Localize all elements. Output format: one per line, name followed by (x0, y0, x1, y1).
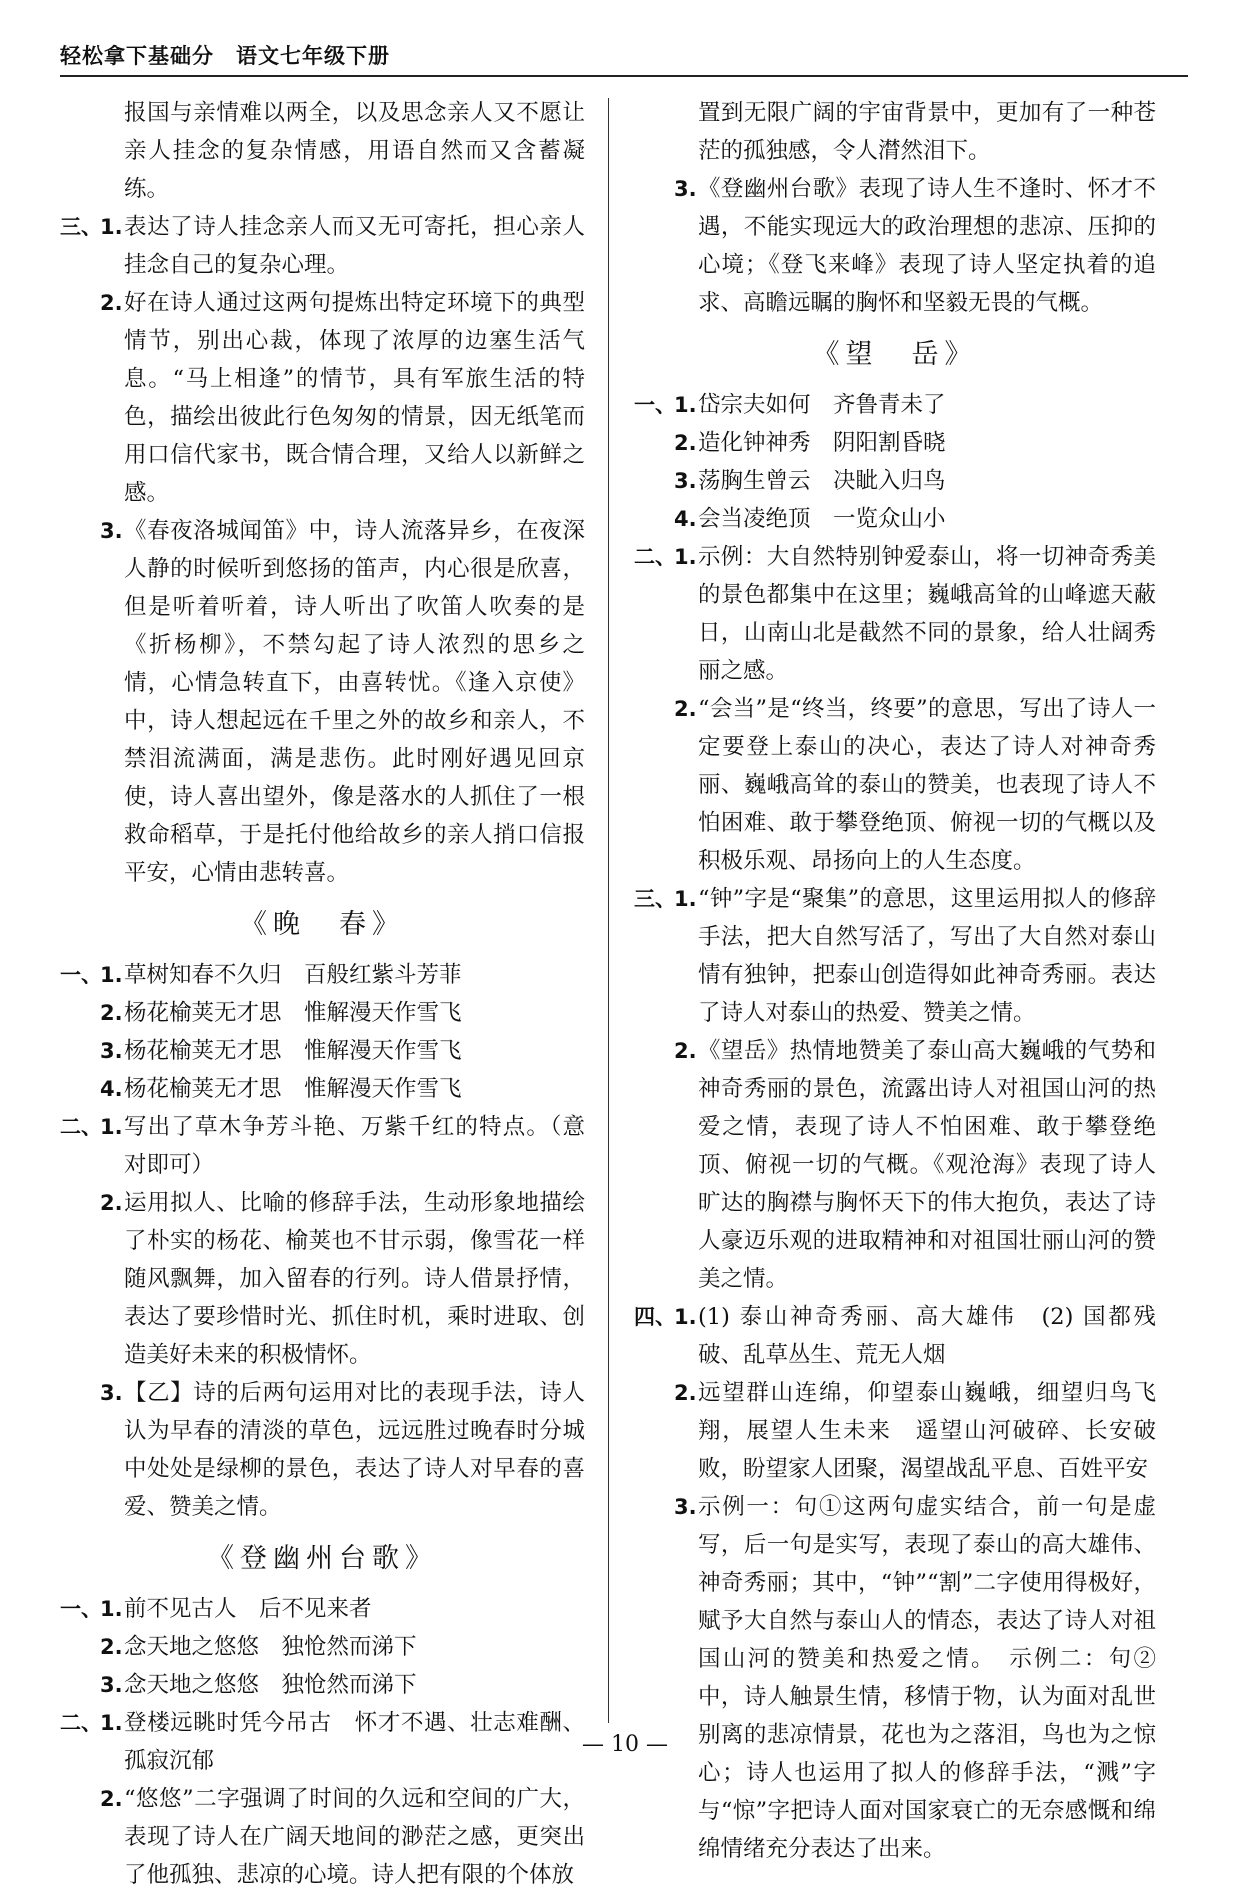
answer-item (60, 1374, 585, 1526)
answer-item (634, 386, 1156, 424)
answer-item (60, 1590, 585, 1628)
section-label: 三、 (60, 215, 102, 239)
item-number: 3. (100, 1673, 123, 1697)
item-number: 1. (674, 1305, 697, 1329)
item-number: 4. (100, 1077, 123, 1101)
running-header (60, 40, 390, 70)
answer-item (634, 1488, 1156, 1868)
answer-item (634, 690, 1156, 880)
answer-item (60, 1628, 585, 1666)
answer-text: “会当”是“终当，终要”的意思，写出了诗人一定要登上泰山的决心，表达了诗人对神奇秀丽、巍峨高耸的泰山的赞美，也表现了诗人不怕困难、敢于攀登绝顶、俯视一切的气概以及积极乐观、昂扬向上的人生态度。 (698, 696, 1156, 874)
right-column (634, 94, 1156, 1868)
item-number: 1. (100, 1711, 123, 1735)
item-number: 2. (100, 291, 123, 315)
section-label: 一、 (634, 393, 676, 417)
answer-item (60, 956, 585, 994)
answer-text: 杨花榆荚无才思 惟解漫天作雪飞 (124, 1038, 462, 1064)
answer-item (634, 1032, 1156, 1298)
item-number: 3. (100, 1381, 123, 1405)
answer-text: 写出了草木争芳斗艳、万紫千红的特点。（意对即可） (124, 1114, 585, 1178)
item-number: 2. (100, 1635, 123, 1659)
item-number: 2. (100, 1787, 123, 1811)
answer-item (60, 284, 585, 512)
answer-text: 表达了诗人挂念亲人而又无可寄托，担心亲人挂念自己的复杂心理。 (124, 214, 585, 278)
answer-item (60, 1184, 585, 1374)
answer-text: 《望岳》热情地赞美了泰山高大巍峨的气势和神奇秀丽的景色，流露出诗人对祖国山河的热爱之情，表现了诗人不怕困难、敢于攀登绝顶、俯视一切的气概。《观沧海》表现了诗人旷达的胸襟与胸怀天下的伟大抱负，表达了诗人豪迈乐观的进取精神和对祖国壮丽山河的赞美之情。 (698, 1038, 1156, 1292)
answer-text: 荡胸生曾云 决眦入归鸟 (698, 468, 946, 494)
item-number: 3. (674, 177, 697, 201)
answer-item (634, 462, 1156, 500)
continued-answer: 报国与亲情难以两全，以及思念亲人又不愿让亲人挂念的复杂情感，用语自然而又含蓄凝练。 (124, 100, 585, 202)
answer-item (634, 170, 1156, 322)
answer-text: 草树知春不久归 百般红紫斗芳菲 (124, 962, 462, 988)
item-number: 2. (674, 697, 697, 721)
column-divider (608, 98, 609, 1723)
answer-text: 会当凌绝顶 一览众山小 (698, 506, 946, 532)
item-number: 2. (674, 1381, 697, 1405)
answer-text: 造化钟神秀 阴阳割昏晓 (698, 430, 946, 456)
left-column (60, 94, 585, 1894)
subject-title: 语文七年级下册 (236, 44, 390, 68)
section-label: 四、 (634, 1305, 676, 1329)
answer-text: 《春夜洛城闻笛》中，诗人流落异乡，在夜深人静的时候听到悠扬的笛声，内心很是欣喜，但是听着听着，诗人听出了吹笛人吹奏的是《折杨柳》，不禁勾起了诗人浓烈的思乡之情，心情急转直下，由喜转忧。《逢入京使》中，诗人想起远在千里之外的故乡和亲人，不禁泪流满面，满是悲伤。此时刚好遇见回京使，诗人喜出望外，像是落水的人抓住了一根救命稻草，于是托付他给故乡的亲人捎口信报平安，心情由悲转喜。 (124, 518, 585, 886)
item-number: 1. (100, 1597, 123, 1621)
item-number: 1. (100, 963, 123, 987)
item-number: 3. (674, 469, 697, 493)
item-number: 1. (100, 1115, 123, 1139)
item-number: 1. (674, 887, 697, 911)
item-number: 3. (100, 519, 123, 543)
poem-title: 《望 岳》 (812, 339, 978, 370)
poem-title: 《登幽州台歌》 (207, 1543, 438, 1574)
item-number: 2. (100, 1191, 123, 1215)
section-label: 二、 (60, 1711, 102, 1735)
answer-item (634, 1374, 1156, 1488)
answer-item (60, 1108, 585, 1184)
item-number: 1. (674, 545, 697, 569)
answer-item (60, 1666, 585, 1704)
continued-answer: 置到无限广阔的宇宙背景中，更加有了一种苍茫的孤独感，令人潸然泪下。 (698, 100, 1156, 164)
poem-title: 《晚 春》 (240, 909, 405, 940)
item-number: 1. (100, 215, 123, 239)
answer-item (60, 208, 585, 284)
answer-text: 登楼远眺时凭今吊古 怀才不遇、壮志难酬、孤寂沉郁 (124, 1710, 585, 1774)
answer-item (634, 538, 1156, 690)
answer-text: 杨花榆荚无才思 惟解漫天作雪飞 (124, 1000, 462, 1026)
answer-text: 示例：大自然特别钟爱泰山，将一切神奇秀美的景色都集中在这里；巍峨高耸的山峰遮天蔽日，山南山北是截然不同的景象，给人壮阔秀丽之感。 (698, 544, 1156, 684)
header-rule (60, 75, 1188, 77)
item-number: 2. (100, 1001, 123, 1025)
answer-text: 念天地之悠悠 独怆然而涕下 (124, 1672, 417, 1698)
item-number: 3. (100, 1039, 123, 1063)
item-number: 3. (674, 1495, 697, 1519)
answer-item (60, 994, 585, 1032)
item-number: 2. (674, 431, 697, 455)
answer-item (634, 424, 1156, 462)
answer-text: 念天地之悠悠 独怆然而涕下 (124, 1634, 417, 1660)
answer-text: 前不见古人 后不见来者 (124, 1596, 372, 1622)
section-label: 三、 (634, 887, 676, 911)
answer-text: 示例一：句①这两句虚实结合，前一句是虚写，后一句是实写，表现了泰山的高大雄伟、神奇秀丽；其中，“钟”“割”二字使用得极好，赋予大自然与泰山人的情态，表达了诗人对祖国山河的赞美和热爱之情。 示例二：句②中，诗人触景生情，移情于物，认为面对乱世别离的悲凉情景，花也为之落泪，鸟也为之惊心；诗人也运用了拟人的修辞手法，“溅”字与“惊”字把诗人面对国家衰亡的无奈感慨和绵绵情绪充分表达了出来。 (698, 1494, 1156, 1862)
answer-text: 好在诗人通过这两句提炼出特定环境下的典型情节，别出心裁，体现了浓厚的边塞生活气息。“马上相逢”的情节，具有军旅生活的特色，描绘出彼此行色匆匆的情景，因无纸笔而用口信代家书，既合情合理，又给人以新鲜之感。 (124, 290, 585, 506)
answer-text: 岱宗夫如何 齐鲁青未了 (698, 392, 946, 418)
answer-text: “钟”字是“聚集”的意思，这里运用拟人的修辞手法，把大自然写活了，写出了大自然对泰山情有独钟，把泰山创造得如此神奇秀丽。表达了诗人对泰山的热爱、赞美之情。 (698, 886, 1156, 1026)
answer-text: 杨花榆荚无才思 惟解漫天作雪飞 (124, 1076, 462, 1102)
answer-item (634, 1298, 1156, 1374)
item-number: 4. (674, 507, 697, 531)
item-number: 2. (674, 1039, 697, 1063)
answer-text: 【乙】诗的后两句运用对比的表现手法，诗人认为早春的清淡的草色，远远胜过晚春时分城中处处是绿柳的景色，表达了诗人对早春的喜爱、赞美之情。 (124, 1380, 585, 1520)
answer-item (60, 1780, 585, 1894)
section-label: 二、 (60, 1115, 102, 1139)
answer-item (60, 1032, 585, 1070)
answer-item (60, 512, 585, 892)
book-title: 轻松拿下基础分 (60, 44, 214, 68)
section-label: 一、 (60, 963, 102, 987)
answer-text: 运用拟人、比喻的修辞手法，生动形象地描绘了朴实的杨花、榆荚也不甘示弱，像雪花一样随风飘舞，加入留春的行列。诗人借景抒情，表达了要珍惜时光、抓住时机，乘时进取、创造美好未来的积极情怀。 (124, 1190, 585, 1368)
answer-text: 远望群山连绵，仰望泰山巍峨，细望归鸟飞翔，展望人生未来 遥望山河破碎、长安破败，盼望家人团聚，渴望战乱平息、百姓平安 (698, 1380, 1156, 1482)
item-number: 1. (674, 393, 697, 417)
page-number: — 10 — (582, 1732, 668, 1757)
answer-text: (1) 泰山神奇秀丽、高大雄伟 (2) 国都残破、乱草丛生、荒无人烟 (698, 1304, 1156, 1368)
answer-text: “悠悠”二字强调了时间的久远和空间的广大，表现了诗人在广阔天地间的渺茫之感，更突出了他孤独、悲凉的心境。诗人把有限的个体放 (124, 1786, 585, 1888)
answer-text: 《登幽州台歌》表现了诗人生不逢时、怀才不遇，不能实现远大的政治理想的悲凉、压抑的心境；《登飞来峰》表现了诗人坚定执着的追求、高瞻远瞩的胸怀和坚毅无畏的气概。 (698, 176, 1156, 316)
answer-item (60, 1070, 585, 1108)
section-label: 一、 (60, 1597, 102, 1621)
answer-item (634, 880, 1156, 1032)
section-label: 二、 (634, 545, 676, 569)
answer-item (634, 500, 1156, 538)
